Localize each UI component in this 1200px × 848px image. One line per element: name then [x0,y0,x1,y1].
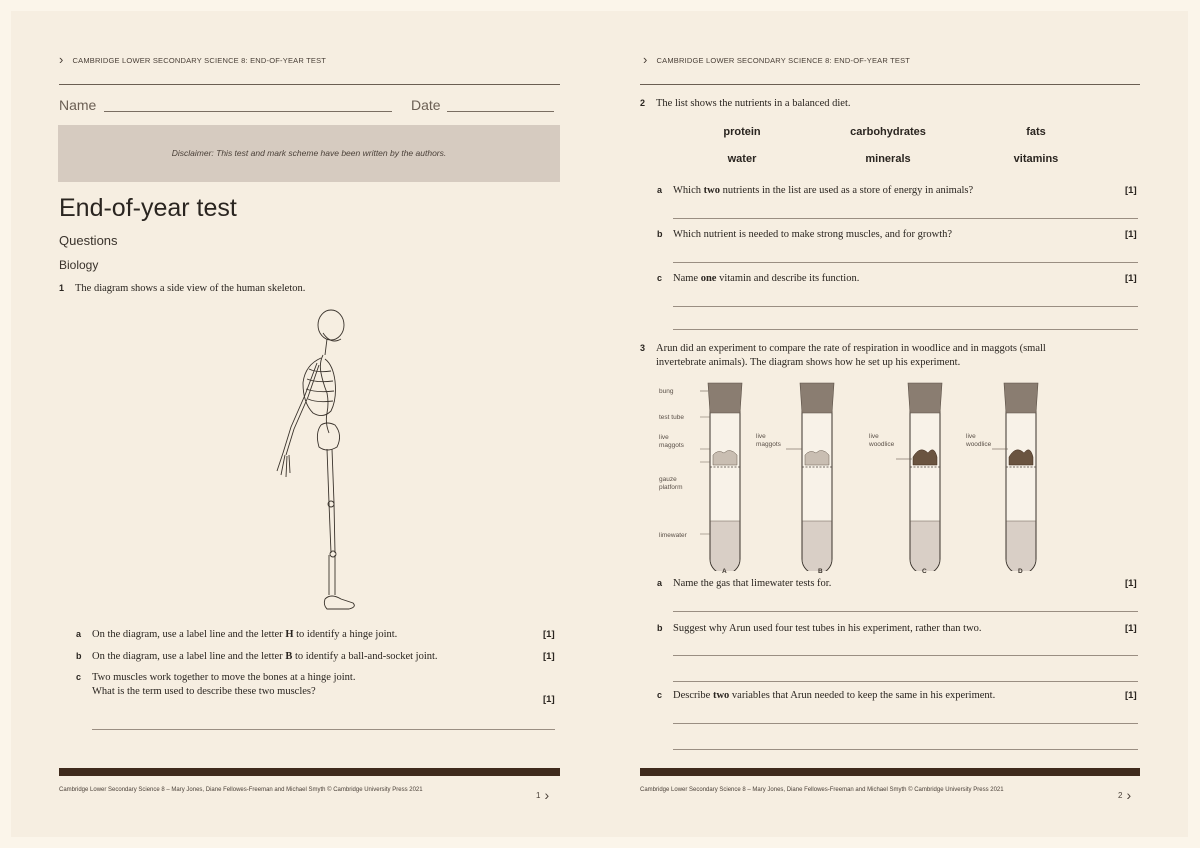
nutrient-water: water [727,153,757,165]
spine [320,339,329,433]
skeleton-diagram [261,303,361,615]
label-bung: bung [659,388,674,395]
page-title: End-of-year test [59,194,237,222]
pelvis [317,423,339,450]
mark-3a: [1] [1125,578,1137,589]
mark-1c: [1] [543,694,555,705]
mark-2a: [1] [1125,185,1137,196]
tube-d [1004,383,1038,571]
answer-line[interactable] [673,655,1138,656]
tube-label-b: B [818,568,823,575]
disclaimer-box: Disclaimer: This test and mark scheme have been written by the authors. [58,125,560,182]
answer-line[interactable] [673,749,1138,750]
question-3a: a Name the gas that limewater tests for. [657,578,832,589]
question-2c: c Name one vitamin and describe its function. [657,273,860,284]
tube-c [908,383,942,571]
page-header: › CAMBRIDGE LOWER SECONDARY SCIENCE 8: END-OF-YEAR TEST [59,52,327,67]
question-2a: a Which two nutrients in the list are used as a store of energy in animals? [657,185,974,196]
mark-1b: [1] [543,651,555,662]
answer-line[interactable] [673,723,1138,724]
test-tube-diagram [700,371,1060,571]
nutrient-fats: fats [1026,126,1046,138]
label-live-woodlice-d: live woodlice [966,433,992,448]
header-rule [59,84,560,85]
answer-line[interactable] [673,262,1138,263]
tube-label-c: C [922,568,927,575]
label-test-tube: test tube [659,414,684,421]
label-live-maggots-b: live maggots [756,433,781,448]
page-header: › CAMBRIDGE LOWER SECONDARY SCIENCE 8: END-OF-YEAR TEST [643,52,911,67]
section-subtitle: Questions [59,233,118,248]
nutrient-protein: protein [723,126,761,138]
question-3-stem: 3 Arun did an experiment to compare the rate of respiration in woodlice and in maggots (small invertebrate animals). The diagram shows how he set up his experiment. [640,343,1046,368]
date-field[interactable] [447,111,554,112]
nutrient-vitamins: vitamins [1013,153,1059,165]
label-live-woodlice-c: live woodlice [869,433,895,448]
question-2-stem: 2 The list shows the nutrients in a balanced diet. [640,98,851,109]
mark-1a: [1] [543,629,555,640]
nutrient-minerals: minerals [865,153,911,165]
question-1c: c Two muscles work together to move the bones at a hinge joint. What is the term used to describe these two muscles? [76,672,356,697]
question-3b: b Suggest why Arun used four test tubes in his experiment, rather than two. [657,623,982,634]
page-1 [11,11,601,837]
chevron-right-icon[interactable]: › [544,787,550,803]
label-limewater: limewater [659,532,687,539]
answer-line[interactable] [673,329,1138,330]
question-1b: b On the diagram, use a label line and the letter B to identify a ball-and-socket joint. [76,651,438,662]
date-label: Date [411,97,441,113]
chevron-right-icon: › [643,52,648,67]
foot [324,596,354,609]
lower-leg [329,555,335,595]
answer-line[interactable] [673,218,1138,219]
chevron-right-icon[interactable]: › [1126,787,1132,803]
tube-label-d: D [1018,568,1023,575]
mark-3b: [1] [1125,623,1137,634]
tube-b [800,383,834,571]
name-field[interactable] [104,111,392,112]
nutrient-carbohydrates: carbohydrates [850,126,926,138]
tube-a [708,383,742,571]
question-3c: c Describe two variables that Arun needed to keep the same in his experiment. [657,690,996,701]
answer-line[interactable] [673,306,1138,307]
footer-credit: Cambridge Lower Secondary Science 8 – Mary Jones, Diane Fellowes-Freeman and Michael Smyth © Cambridge University Press 2021 [640,787,1004,793]
answer-line[interactable] [673,681,1138,682]
footer-bar [59,768,560,776]
header-rule [640,84,1140,85]
tube-label-a: A [722,568,727,575]
label-live-maggots-a: live maggots [659,434,684,449]
label-gauze-platform: gauze platform [659,476,683,491]
question-1-stem: 1 The diagram shows a side view of the human skeleton. [59,283,306,294]
name-date-row [59,97,559,113]
page-number: 1 › [536,787,550,803]
arm [283,363,317,453]
chevron-right-icon: › [59,52,64,67]
page-2 [600,11,1188,837]
footer-credit: Cambridge Lower Secondary Science 8 – Mary Jones, Diane Fellowes-Freeman and Michael Smyth © Cambridge University Press 2021 [59,787,423,793]
skull [318,310,344,340]
hand [277,453,290,477]
section-heading: Biology [59,258,99,272]
name-label: Name [59,97,97,113]
mark-2c: [1] [1125,273,1137,284]
question-2b: b Which nutrient is needed to make strong muscles, and for growth? [657,229,953,240]
answer-line[interactable] [92,729,555,730]
mark-3c: [1] [1125,690,1137,701]
question-1a: a On the diagram, use a label line and the letter H to identify a hinge joint. [76,629,398,640]
mark-2b: [1] [1125,229,1137,240]
footer-bar [640,768,1140,776]
answer-line[interactable] [673,611,1138,612]
page-number: 2 › [1118,787,1132,803]
